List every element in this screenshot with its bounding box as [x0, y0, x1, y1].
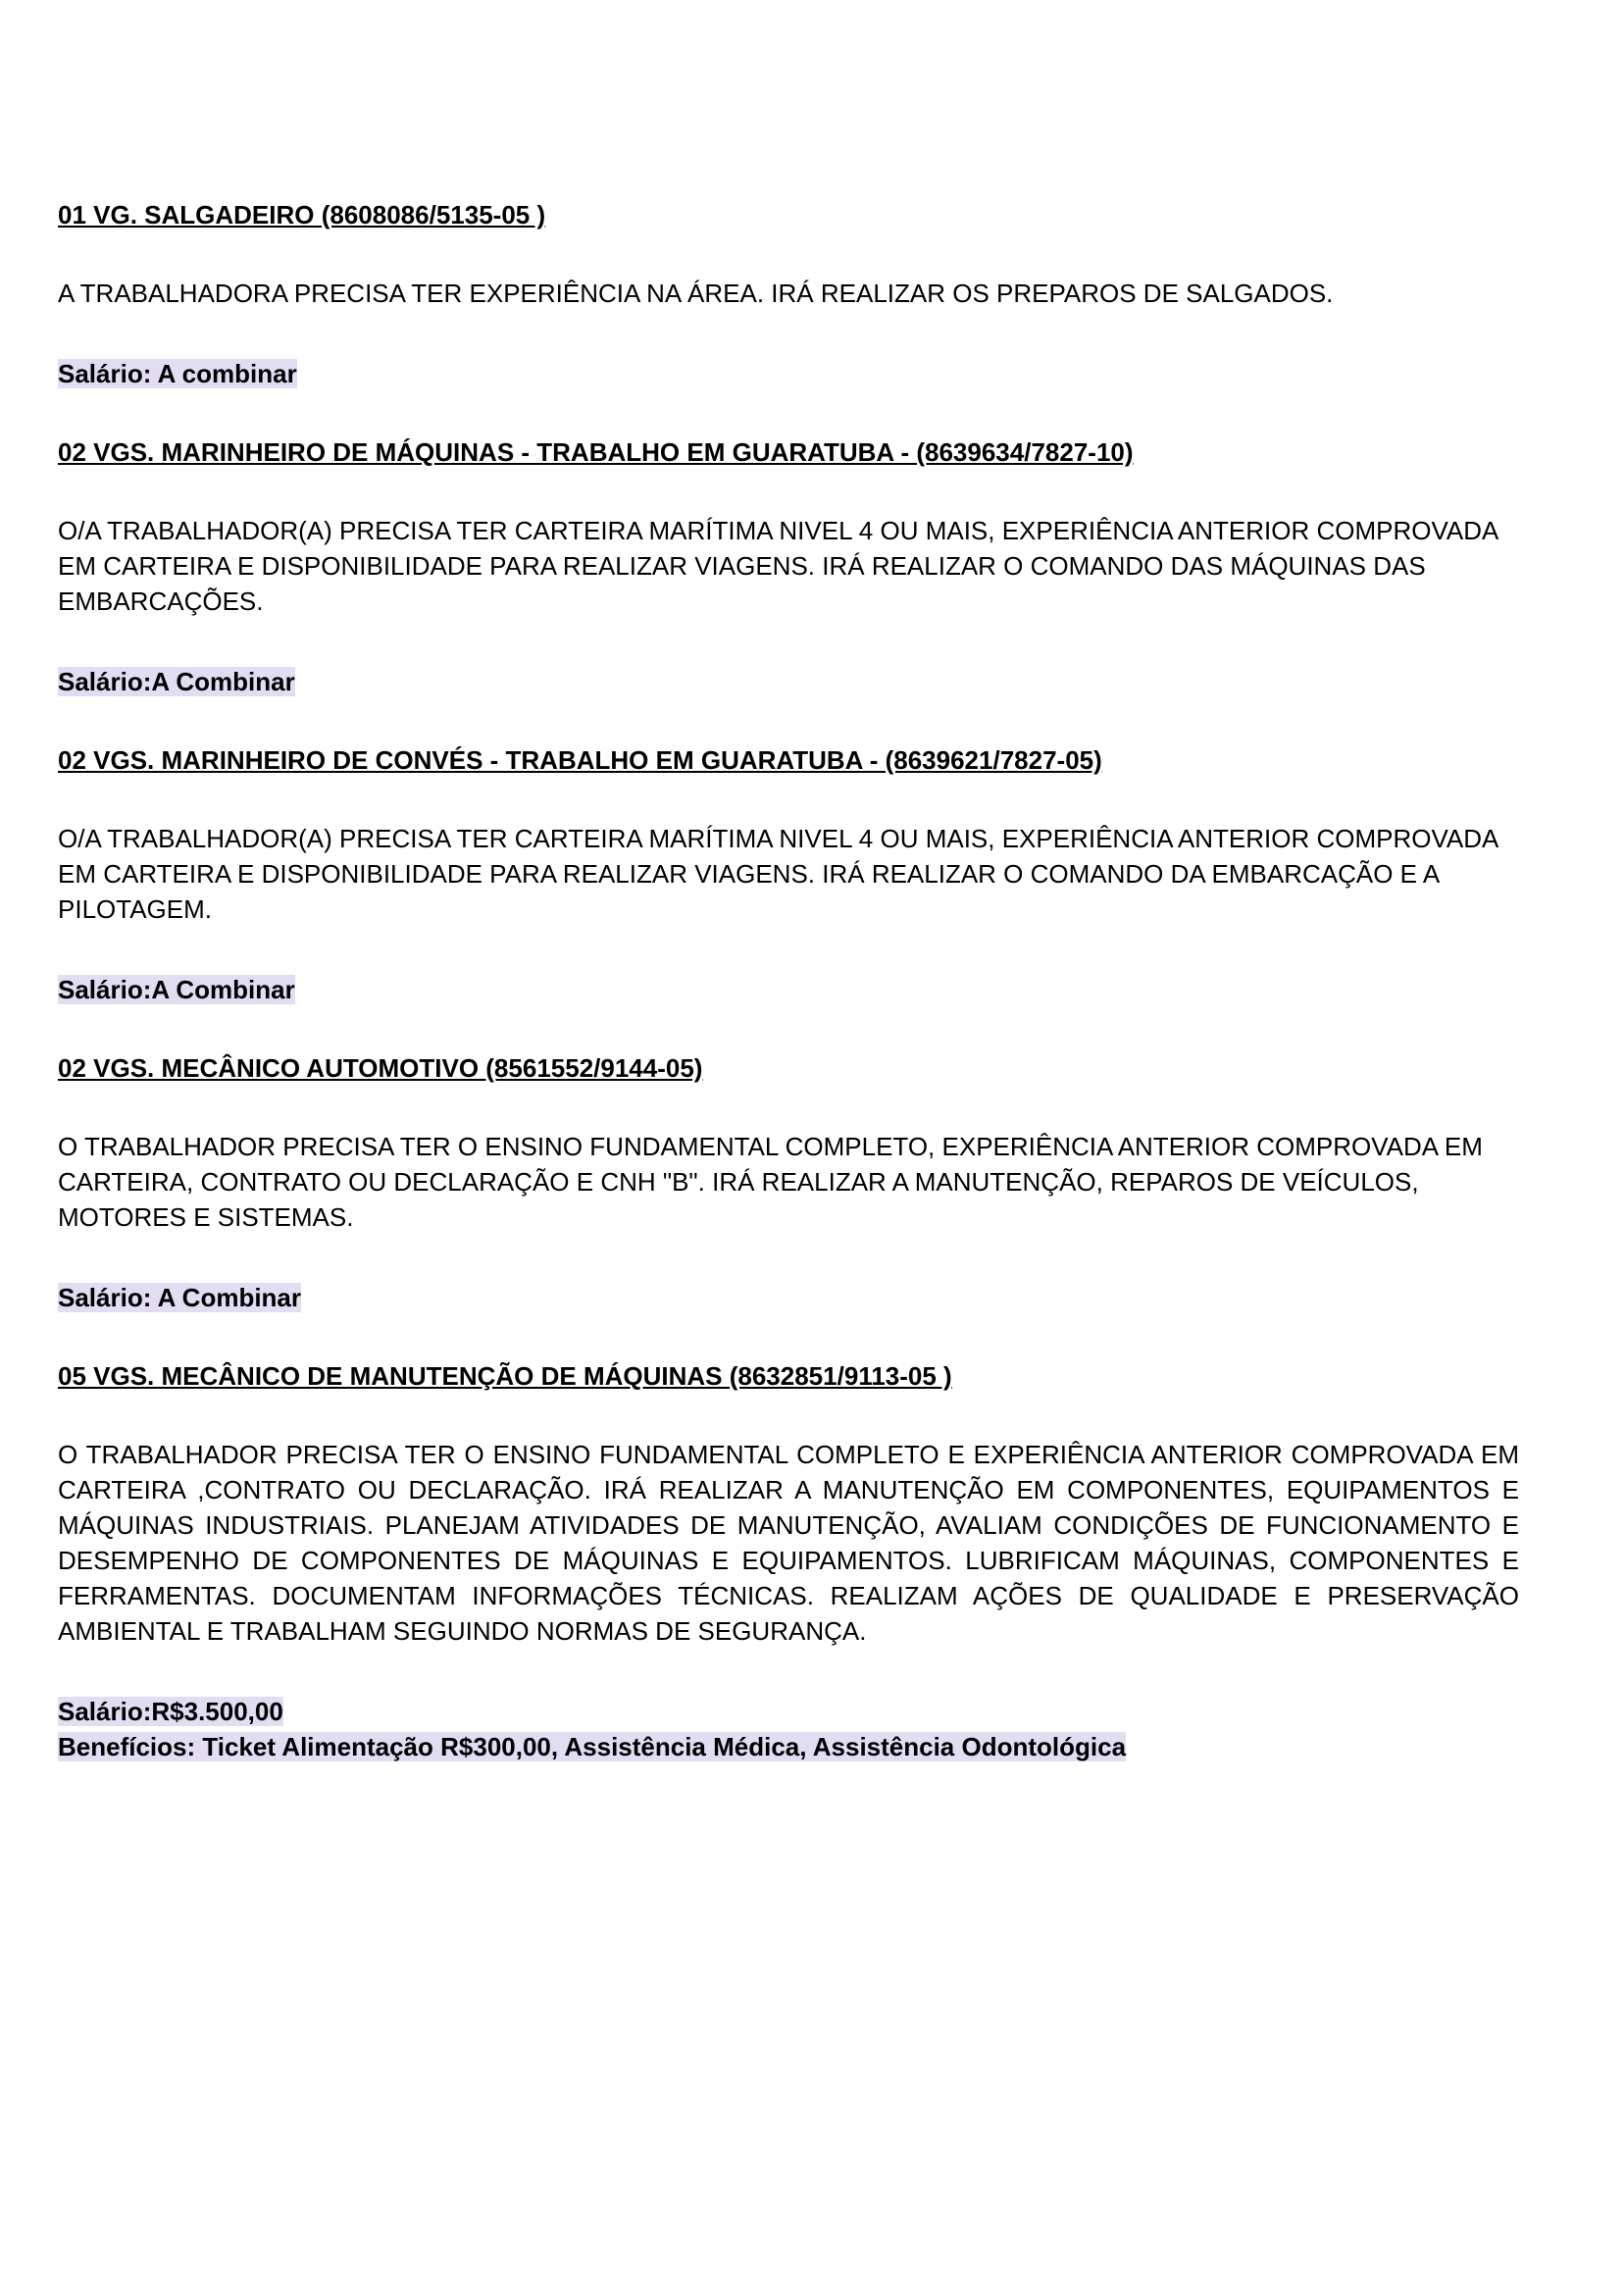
salary-line [58, 664, 1519, 699]
salary-line [58, 1280, 1519, 1315]
job-listing-salgadeiro [58, 197, 1519, 391]
salary-block [58, 972, 1519, 1007]
document-page [58, 197, 1519, 1808]
job-listing-marinheiro-maquinas [58, 434, 1519, 699]
job-description: O TRABALHADOR PRECISA TER O ENSINO FUNDAMENTAL COMPLETO, EXPERIÊNCIA ANTERIOR COMPROVADA EM CARTEIRA, CONTRATO OU DECLARAÇÃO E CNH "B". IRÁ REALIZAR A MANUTENÇÃO, REPAROS DE VEÍCULOS, MOTORES E SISTEMAS. [58, 1132, 1483, 1232]
salary-block [58, 664, 1519, 699]
salary-text: Salário: A combinar [58, 359, 297, 388]
benefits-text: Benefícios: Ticket Alimentação R$300,00, Assistência Médica, Assistência Odontológica [58, 1732, 1127, 1761]
job-description: A TRABALHADORA PRECISA TER EXPERIÊNCIA NA ÁREA. IRÁ REALIZAR OS PREPAROS DE SALGADOS. [58, 279, 1334, 308]
job-description: O/A TRABALHADOR(A) PRECISA TER CARTEIRA MARÍTIMA NIVEL 4 OU MAIS, EXPERIÊNCIA ANTERIOR COMPROVADA EM CARTEIRA E DISPONIBILIDADE PARA REALIZAR VIAGENS. IRÁ REALIZAR O COMANDO DA EMBARCAÇÃO E A PILOTAGEM. [58, 824, 1497, 924]
job-title: 02 VGS. MECÂNICO AUTOMOTIVO (8561552/9144-05) [58, 1053, 703, 1083]
salary-text: Salário: A Combinar [58, 1283, 302, 1312]
salary-text: Salário:R$3.500,00 [58, 1697, 283, 1726]
job-description: O/A TRABALHADOR(A) PRECISA TER CARTEIRA MARÍTIMA NIVEL 4 OU MAIS, EXPERIÊNCIA ANTERIOR COMPROVADA EM CARTEIRA E DISPONIBILIDADE PARA REALIZAR VIAGENS. IRÁ REALIZAR O COMANDO DAS MÁQUINAS DAS EMBARCAÇÕES. [58, 516, 1497, 616]
salary-block [58, 1280, 1519, 1315]
job-title: 05 VGS. MECÂNICO DE MANUTENÇÃO DE MÁQUINAS (8632851/9113-05 ) [58, 1361, 952, 1391]
salary-text: Salário:A Combinar [58, 667, 295, 696]
salary-text: Salário:A Combinar [58, 975, 295, 1004]
job-listing-mecanico-automotivo [58, 1050, 1519, 1315]
salary-block [58, 1694, 1519, 1764]
benefits-line [58, 1729, 1519, 1764]
salary-line [58, 972, 1519, 1007]
job-listing-marinheiro-conves [58, 742, 1519, 1007]
job-title: 02 VGS. MARINHEIRO DE CONVÉS - TRABALHO EM GUARATUBA - (8639621/7827-05) [58, 745, 1102, 775]
salary-line [58, 356, 1519, 391]
job-title: 01 VG. SALGADEIRO (8608086/5135-05 ) [58, 200, 546, 229]
job-title: 02 VGS. MARINHEIRO DE MÁQUINAS - TRABALHO EM GUARATUBA - (8639634/7827-10) [58, 437, 1134, 467]
job-listing-mecanico-manutencao [58, 1358, 1519, 1764]
salary-line [58, 1694, 1519, 1729]
job-description: O TRABALHADOR PRECISA TER O ENSINO FUNDAMENTAL COMPLETO E EXPERIÊNCIA ANTERIOR COMPROVADA EM CARTEIRA ,CONTRATO OU DECLARAÇÃO. IRÁ REALIZAR A MANUTENÇÃO EM COMPONENTES, EQUIPAMENTOS E MÁQUINAS INDUSTRIAIS. PLANEJAM ATIVIDADES DE MANUTENÇÃO, AVALIAM CONDIÇÕES DE FUNCIONAMENTO E DESEMPENHO DE COMPONENTES DE MÁQUINAS E EQUIPAMENTOS. LUBRIFICAM MÁQUINAS, COMPONENTES E FERRAMENTAS. DOCUMENTAM INFORMAÇÕES TÉCNICAS. REALIZAM AÇÕES DE QUALIDADE E PRESERVAÇÃO AMBIENTAL E TRABALHAM SEGUINDO NORMAS DE SEGURANÇA. [58, 1440, 1519, 1646]
salary-block [58, 356, 1519, 391]
